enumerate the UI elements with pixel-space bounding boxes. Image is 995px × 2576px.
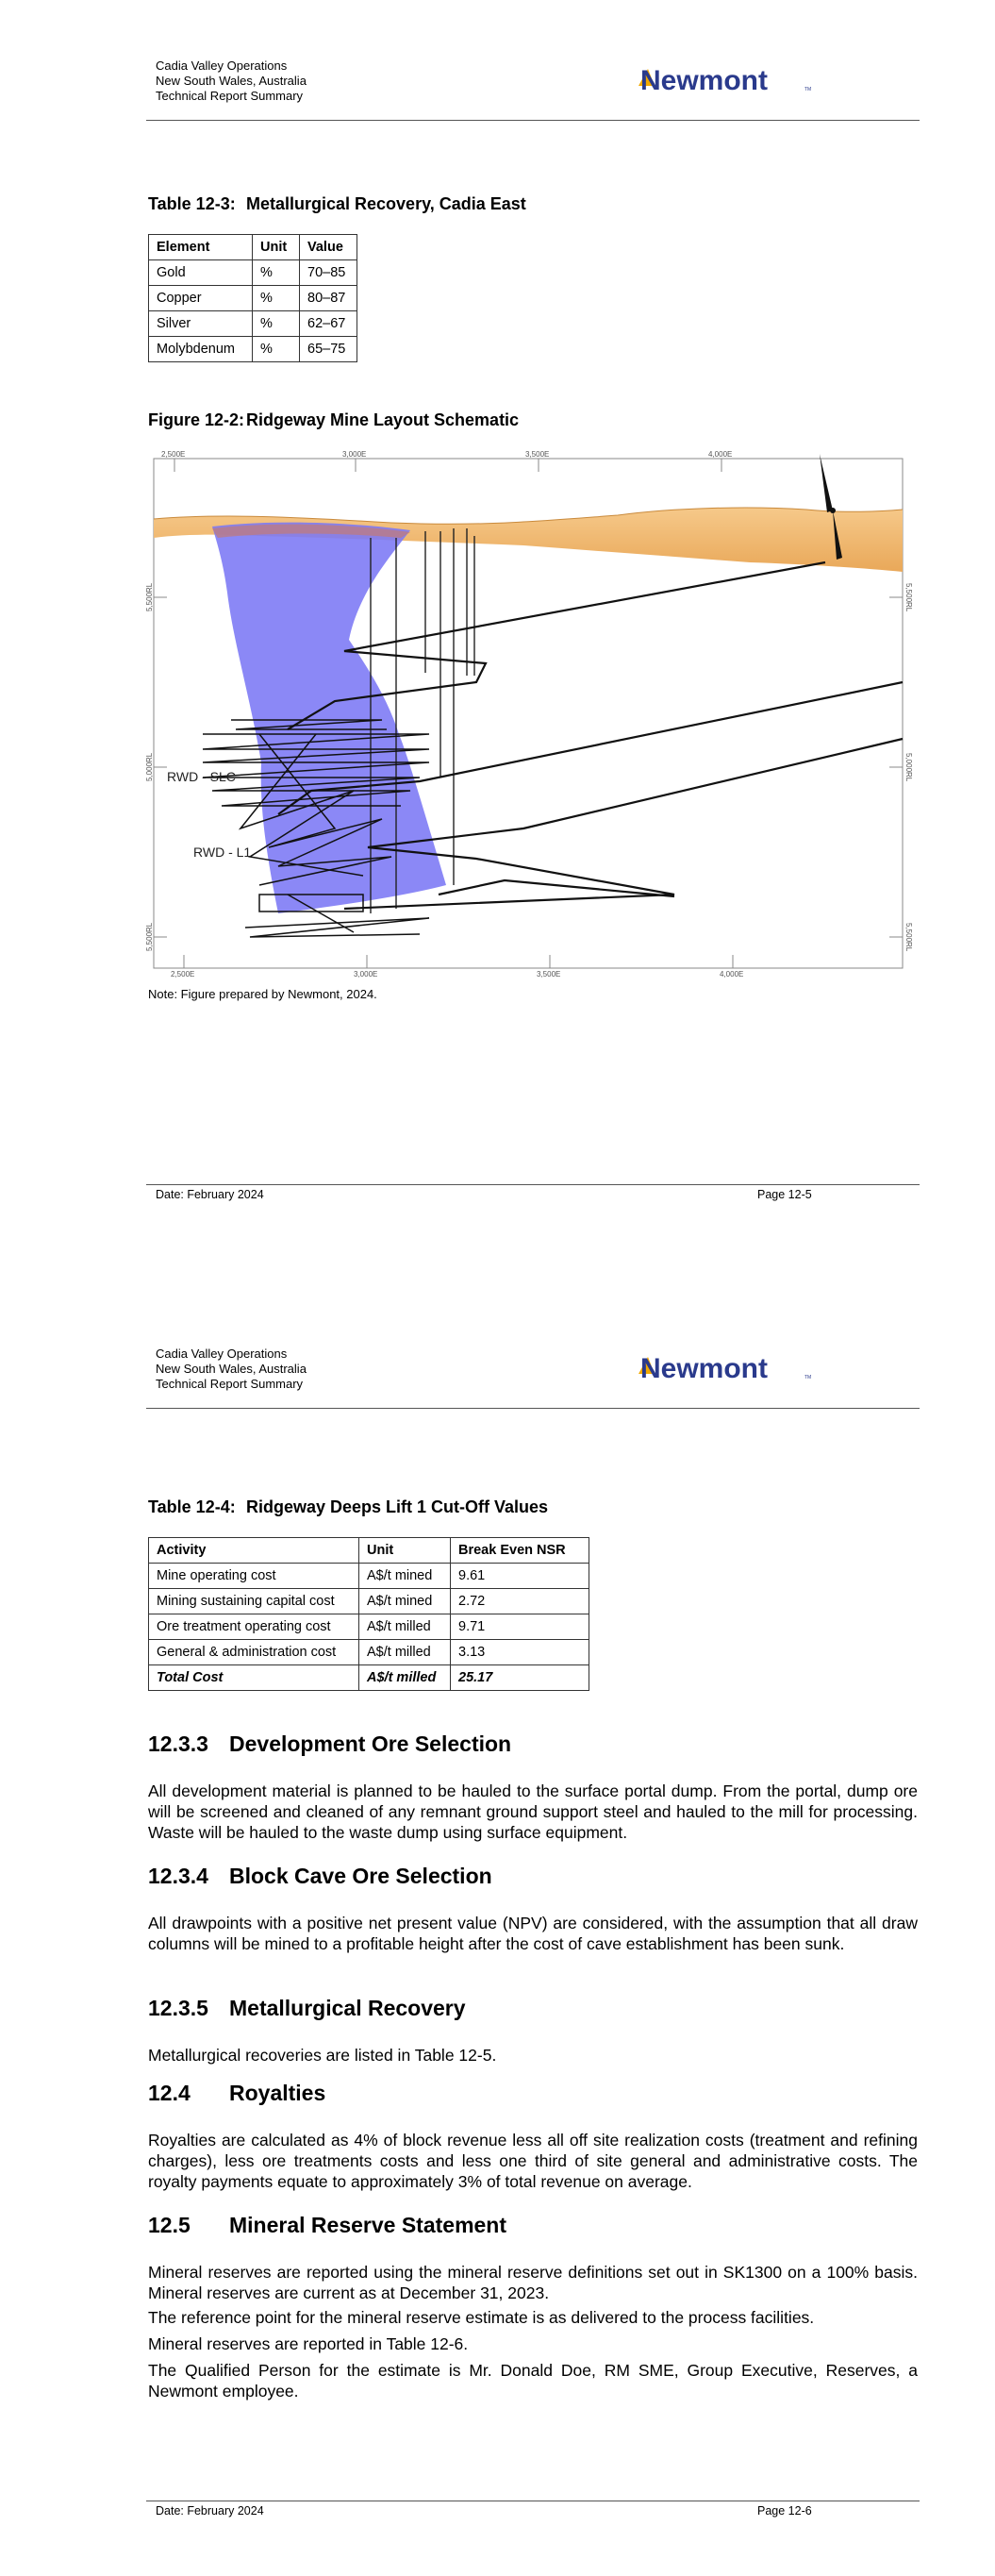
header-line-2: New South Wales, Australia	[156, 1362, 307, 1376]
table-row	[149, 260, 357, 286]
table-row	[149, 1589, 589, 1614]
table-cell: Ore treatment operating cost	[149, 1614, 359, 1640]
section-number: 12.3.5	[148, 1996, 208, 2020]
header-line-2: New South Wales, Australia	[156, 74, 307, 88]
section-title: Mineral Reserve Statement	[229, 2213, 507, 2237]
top-tick-label: 4,000E	[708, 450, 733, 459]
footer-page-number: Page 12-6	[757, 2504, 812, 2517]
newmont-logo	[638, 1349, 813, 1387]
section-heading-royalties	[148, 2081, 325, 2106]
table-header-row	[149, 1538, 589, 1564]
left-tick-label: 5,000RL	[145, 752, 154, 781]
table-cell: A$/t mined	[359, 1564, 451, 1589]
cut-off-values-table	[148, 1537, 589, 1691]
section-heading-development-ore-selection	[148, 1731, 511, 1757]
table-cell: Molybdenum	[149, 337, 253, 362]
left-tick-label: 5,500RL	[145, 922, 154, 951]
paragraph: Royalties are calculated as 4% of block revenue less all off site realization costs (treatment and refining charges), less ore treatments costs and less one third of site general and administrative costs. The royalty payments equate to approximately 3% of total revenue on average.	[148, 2131, 918, 2191]
table-12-4-caption	[148, 1497, 548, 1517]
table-cell: A$/t milled	[359, 1665, 451, 1691]
table-cell: 9.61	[451, 1564, 589, 1589]
metallurgical-recovery-table	[148, 234, 357, 362]
table-cell: 3.13	[451, 1640, 589, 1665]
figure-12-2-caption	[148, 410, 519, 430]
bottom-tick-label: 4,000E	[720, 970, 744, 979]
table-cell: 25.17	[451, 1665, 589, 1691]
table-12-3-caption	[148, 194, 526, 214]
paragraph: Metallurgical recoveries are listed in Table 12-5.	[148, 2046, 497, 2065]
table-cell: %	[253, 337, 300, 362]
column-header: Activity	[149, 1538, 359, 1564]
table-row	[149, 1564, 589, 1589]
table-cell: %	[253, 260, 300, 286]
column-header: Value	[300, 235, 357, 260]
column-header: Unit	[359, 1538, 451, 1564]
table-cell: 70–85	[300, 260, 357, 286]
section-number: 12.3.3	[148, 1731, 208, 1756]
table-header-row	[149, 235, 357, 260]
table-cell: 62–67	[300, 311, 357, 337]
table-cell: 2.72	[451, 1589, 589, 1614]
section-heading-mineral-reserve-statement	[148, 2213, 506, 2238]
table-cell: 9.71	[451, 1614, 589, 1640]
column-header: Unit	[253, 235, 300, 260]
footer-date: Date: February 2024	[156, 1188, 264, 1201]
paragraph: The Qualified Person for the estimate is Mr. Donald Doe, RM SME, Group Executive, Reserves, a Newmont employee.	[148, 2361, 918, 2400]
table-title: Ridgeway Deeps Lift 1 Cut-Off Values	[246, 1497, 549, 1516]
page-12-6	[0, 1288, 995, 2576]
table-label: Table 12-4:	[148, 1497, 236, 1516]
top-tick-label: 3,000E	[342, 450, 367, 459]
figure-note: Note: Figure prepared by Newmont, 2024.	[148, 987, 377, 1001]
table-cell: Mining sustaining capital cost	[149, 1589, 359, 1614]
logo-trademark: TM	[804, 87, 812, 92]
section-title: Royalties	[229, 2081, 326, 2105]
table-cell: Silver	[149, 311, 253, 337]
table-row	[149, 311, 357, 337]
logo-wordmark: Newmont	[640, 65, 768, 96]
table-cell: Gold	[149, 260, 253, 286]
paragraph: Mineral reserves are reported in Table 12-6.	[148, 2334, 469, 2353]
table-cell: Copper	[149, 286, 253, 311]
section-number: 12.4	[148, 2081, 191, 2105]
section-heading-block-cave-ore-selection	[148, 1864, 492, 1889]
footer-date: Date: February 2024	[156, 2504, 264, 2517]
top-tick-label: 2,500E	[161, 450, 186, 459]
table-cell: %	[253, 311, 300, 337]
right-tick-label: 5,000RL	[904, 753, 913, 782]
table-cell: Total Cost	[149, 1665, 359, 1691]
table-row	[149, 1614, 589, 1640]
bottom-tick-label: 3,000E	[354, 970, 378, 979]
right-tick-label: 5,500RL	[904, 923, 913, 952]
logo-wordmark: Newmont	[640, 1353, 768, 1384]
top-tick-label: 3,500E	[525, 450, 550, 459]
label-rwd-slc: RWD - SLC	[167, 769, 236, 784]
section-heading-metallurgical-recovery	[148, 1996, 466, 2021]
column-header: Break Even NSR	[451, 1538, 589, 1564]
bottom-tick-label: 2,500E	[171, 970, 195, 979]
header-rule	[146, 120, 920, 121]
bottom-tick-label: 3,500E	[537, 970, 561, 979]
paragraph: All development material is planned to be hauled to the surface portal dump. From the portal, dump ore will be screened and cleaned of any remnant ground support steel and hauled to the mill for processing. Waste will be hauled to the waste dump using surface equipment.	[148, 1781, 918, 1842]
left-tick-label: 5,500RL	[145, 582, 154, 611]
table-cell: Mine operating cost	[149, 1564, 359, 1589]
label-rwd-l1: RWD - L1	[193, 845, 252, 860]
report-header	[156, 1347, 307, 1392]
logo-trademark: TM	[804, 1375, 812, 1380]
figure-label: Figure 12-2:	[148, 410, 245, 429]
header-line-3: Technical Report Summary	[156, 89, 304, 103]
right-tick-label: 5,500RL	[904, 583, 913, 612]
table-cell: A$/t milled	[359, 1640, 451, 1665]
section-title: Block Cave Ore Selection	[229, 1864, 492, 1888]
table-label: Table 12-3:	[148, 194, 236, 213]
section-number: 12.5	[148, 2213, 191, 2237]
total-row	[149, 1665, 589, 1691]
mine-layout-schematic	[145, 450, 913, 979]
footer-page-number: Page 12-5	[757, 1188, 812, 1201]
table-cell: 65–75	[300, 337, 357, 362]
header-line-1: Cadia Valley Operations	[156, 1347, 288, 1361]
report-header	[156, 59, 307, 104]
section-title: Metallurgical Recovery	[229, 1996, 466, 2020]
header-rule	[146, 1408, 920, 1409]
paragraph: All drawpoints with a positive net present value (NPV) are considered, with the assumption that all draw columns will be mined to a profitable height after the cost of cave establishment has been sunk.	[148, 1914, 918, 1953]
table-cell: 80–87	[300, 286, 357, 311]
paragraph: Mineral reserves are reported using the mineral reserve definitions set out in SK1300 on a 100% basis. Mineral reserves are current as at December 31, 2023.	[148, 2263, 918, 2302]
table-cell: %	[253, 286, 300, 311]
section-number: 12.3.4	[148, 1864, 208, 1888]
table-cell: General & administration cost	[149, 1640, 359, 1665]
column-header: Element	[149, 235, 253, 260]
section-title: Development Ore Selection	[229, 1731, 512, 1756]
header-line-3: Technical Report Summary	[156, 1377, 304, 1391]
table-row	[149, 337, 357, 362]
table-row	[149, 286, 357, 311]
header-line-1: Cadia Valley Operations	[156, 59, 288, 73]
table-row	[149, 1640, 589, 1665]
figure-title: Ridgeway Mine Layout Schematic	[246, 410, 520, 429]
newmont-logo	[638, 61, 813, 99]
paragraph: The reference point for the mineral reserve estimate is as delivered to the process facilities.	[148, 2308, 815, 2327]
table-title: Metallurgical Recovery, Cadia East	[246, 194, 526, 213]
footer-rule	[146, 1184, 920, 1185]
table-cell: A$/t mined	[359, 1589, 451, 1614]
table-cell: A$/t milled	[359, 1614, 451, 1640]
